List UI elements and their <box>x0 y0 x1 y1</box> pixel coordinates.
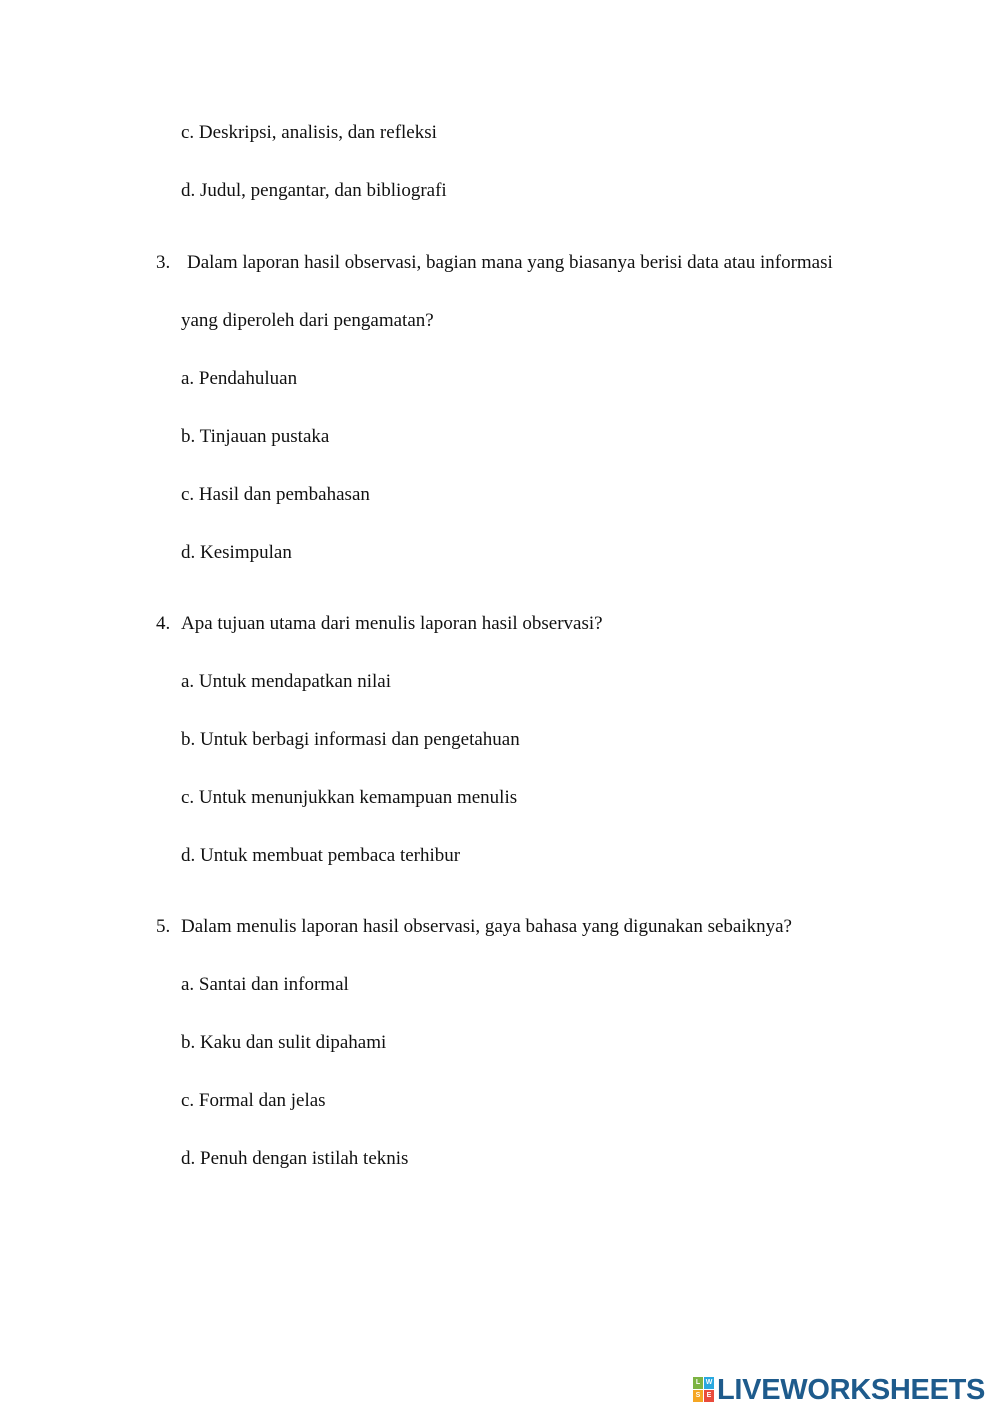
liveworksheets-logo[interactable] <box>693 1374 985 1406</box>
liveworksheets-logo-icon <box>693 1377 715 1403</box>
question-4-option-b[interactable]: b. Untuk berbagi informasi dan pengetahuan <box>181 729 520 750</box>
question-3-text-line1: Dalam laporan hasil observasi, bagian mana yang biasanya berisi data atau informasi <box>187 252 833 273</box>
logo-mark-s: S <box>693 1390 703 1402</box>
question-4-option-d[interactable]: d. Untuk membuat pembaca terhibur <box>181 845 461 866</box>
carryover-option-c: c. Deskripsi, analisis, dan refleksi <box>181 122 437 143</box>
question-4-option-c[interactable]: c. Untuk menunjukkan kemampuan menulis <box>181 787 518 808</box>
question-3-number: 3. <box>156 252 171 273</box>
question-5-option-c[interactable]: c. Formal dan jelas <box>181 1090 326 1111</box>
question-4-number: 4. <box>156 613 171 634</box>
question-4-option-a[interactable]: a. Untuk mendapatkan nilai <box>181 671 391 692</box>
question-5-text: Dalam menulis laporan hasil observasi, gaya bahasa yang digunakan sebaiknya? <box>181 916 792 937</box>
logo-mark-e: E <box>704 1390 714 1402</box>
question-3-option-d[interactable]: d. Kesimpulan <box>181 542 292 563</box>
question-5-option-a[interactable]: a. Santai dan informal <box>181 974 349 995</box>
question-5-option-b[interactable]: b. Kaku dan sulit dipahami <box>181 1032 387 1053</box>
logo-mark-w: W <box>704 1377 714 1389</box>
question-4-text: Apa tujuan utama dari menulis laporan hasil observasi? <box>181 613 603 634</box>
logo-mark-l: L <box>693 1377 703 1389</box>
question-5-number: 5. <box>156 916 171 937</box>
question-3-text-line2: yang diperoleh dari pengamatan? <box>181 310 434 331</box>
carryover-option-d: d. Judul, pengantar, dan bibliografi <box>181 180 447 201</box>
liveworksheets-logo-text: LIVEWORKSHEETS <box>717 1373 986 1406</box>
question-3-option-c[interactable]: c. Hasil dan pembahasan <box>181 484 370 505</box>
question-5-option-d[interactable]: d. Penuh dengan istilah teknis <box>181 1148 409 1169</box>
question-3-option-a[interactable]: a. Pendahuluan <box>181 368 298 389</box>
question-3-option-b[interactable]: b. Tinjauan pustaka <box>181 426 330 447</box>
